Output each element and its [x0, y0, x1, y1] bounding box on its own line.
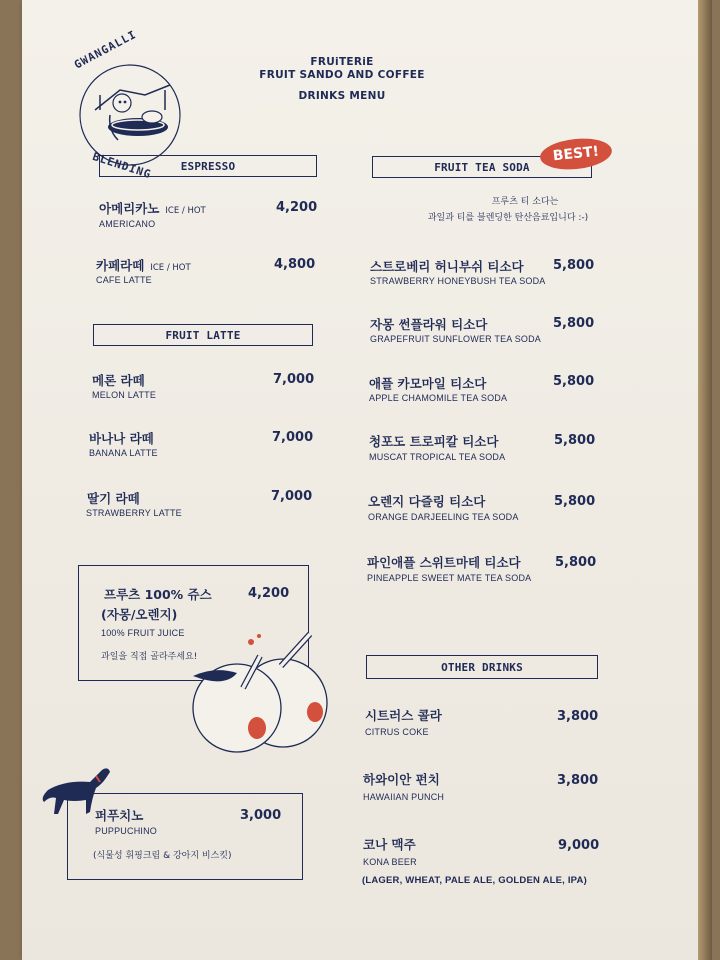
- menu-title: DRINKS MENU: [298, 90, 386, 102]
- menu-item-price: 4,800: [274, 257, 316, 272]
- menu-item-name: 딸기 라떼: [87, 491, 140, 506]
- logo-text-top: GWANGALLI: [72, 27, 139, 72]
- menu-item-name: 아메리카노 ICE / HOT: [99, 201, 206, 216]
- puppuchino-name: 퍼푸치노: [95, 808, 144, 823]
- menu-item-english: KONA BEER: [363, 857, 417, 867]
- brand-subtitle: FRUIT SANDO AND COFFEE: [259, 69, 425, 81]
- menu-item-name: 메론 라떼: [92, 373, 145, 388]
- menu-item-english: BANANA LATTE: [89, 448, 158, 458]
- menu-item-price: 7,000: [271, 489, 313, 504]
- brand-name: FRUiTERiE: [310, 56, 374, 68]
- menu-item-name: 스트로베리 허니부쉬 티소다: [370, 259, 524, 274]
- sheet-edge: [698, 0, 712, 960]
- menu-item-english: MELON LATTE: [92, 390, 157, 400]
- menu-item-price: 3,800: [557, 709, 599, 724]
- juice-price: 4,200: [248, 586, 290, 601]
- menu-item-price: 5,800: [554, 494, 596, 509]
- section-title-fruit-latte: FRUIT LATTE: [93, 324, 313, 346]
- kona-beer-varieties: (LAGER, WHEAT, PALE ALE, GOLDEN ALE, IPA): [362, 875, 587, 886]
- menu-item-price: 5,800: [555, 555, 597, 570]
- menu-item-price: 7,000: [272, 430, 314, 445]
- menu-item-name: 카페라떼 ICE / HOT: [96, 258, 191, 273]
- menu-item-name: 코나 맥주: [363, 837, 416, 852]
- juice-english: 100% FRUIT JUICE: [101, 628, 185, 638]
- menu-item-price: 5,800: [554, 433, 596, 448]
- menu-item-name: 자몽 썬플라워 티소다: [370, 317, 488, 332]
- menu-item-english: ORANGE DARJEELING TEA SODA: [368, 512, 519, 522]
- menu-item-english: GRAPEFRUIT SUNFLOWER TEA SODA: [370, 334, 541, 344]
- menu-item-name: 오렌지 다즐링 티소다: [368, 494, 486, 509]
- juice-name-line2: (자몽/오렌지): [101, 607, 178, 622]
- menu-item-name: 시트러스 콜라: [365, 708, 442, 723]
- menu-item-english: PINEAPPLE SWEET MATE TEA SODA: [367, 573, 532, 583]
- menu-item-english: CAFE LATTE: [96, 275, 152, 285]
- menu-item-price: 5,800: [553, 374, 595, 389]
- menu-item-english: HAWAIIAN PUNCH: [363, 792, 445, 802]
- menu-item-english: APPLE CHAMOMILE TEA SODA: [369, 393, 508, 403]
- puppuchino-note: (식물성 휘핑크림 & 강아지 비스킷): [93, 851, 232, 861]
- tea-soda-description-line1: 프루츠 티 소다는: [491, 197, 559, 207]
- puppuchino-price: 3,000: [240, 808, 282, 823]
- menu-item-name: 바나나 라떼: [89, 431, 154, 446]
- menu-item-english: STRAWBERRY HONEYBUSH TEA SODA: [370, 276, 546, 286]
- menu-item-english: CITRUS COKE: [365, 727, 429, 737]
- logo-text-bottom: BLENDING: [90, 150, 153, 182]
- tea-soda-description-line2: 과일과 티를 블렌딩한 탄산음료입니다 :-): [427, 213, 589, 223]
- menu-item-name: 애플 카모마일 티소다: [369, 376, 487, 391]
- section-title-other-drinks: OTHER DRINKS: [366, 655, 598, 679]
- juice-name-line1: 프루츠 100% 쥬스: [104, 587, 212, 602]
- fruit-drinks-illustration-icon: [185, 628, 335, 753]
- juice-note: 과일을 직접 골라주세요!: [101, 652, 198, 662]
- puppuchino-english: PUPPUCHINO: [95, 826, 158, 836]
- menu-item-price: 3,800: [557, 773, 599, 788]
- menu-item-english: AMERICANO: [99, 219, 156, 229]
- best-badge: BEST!: [539, 135, 614, 172]
- section-title-espresso: ESPRESSO: [99, 155, 317, 177]
- menu-item-price: 7,000: [273, 372, 315, 387]
- section-title-fruit-tea-soda: FRUIT TEA SODA: [372, 156, 592, 178]
- menu-item-price: 9,000: [558, 838, 600, 853]
- menu-item-name: 청포도 트로피칼 티소다: [369, 434, 499, 449]
- menu-item-name: 하와이안 펀치: [363, 772, 440, 787]
- menu-item-name: 파인애플 스위트마테 티소다: [367, 555, 521, 570]
- menu-item-english: MUSCAT TROPICAL TEA SODA: [369, 452, 506, 462]
- menu-item-price: 4,200: [276, 200, 318, 215]
- menu-item-price: 5,800: [553, 316, 595, 331]
- menu-item-price: 5,800: [553, 258, 595, 273]
- menu-item-english: STRAWBERRY LATTE: [86, 508, 182, 518]
